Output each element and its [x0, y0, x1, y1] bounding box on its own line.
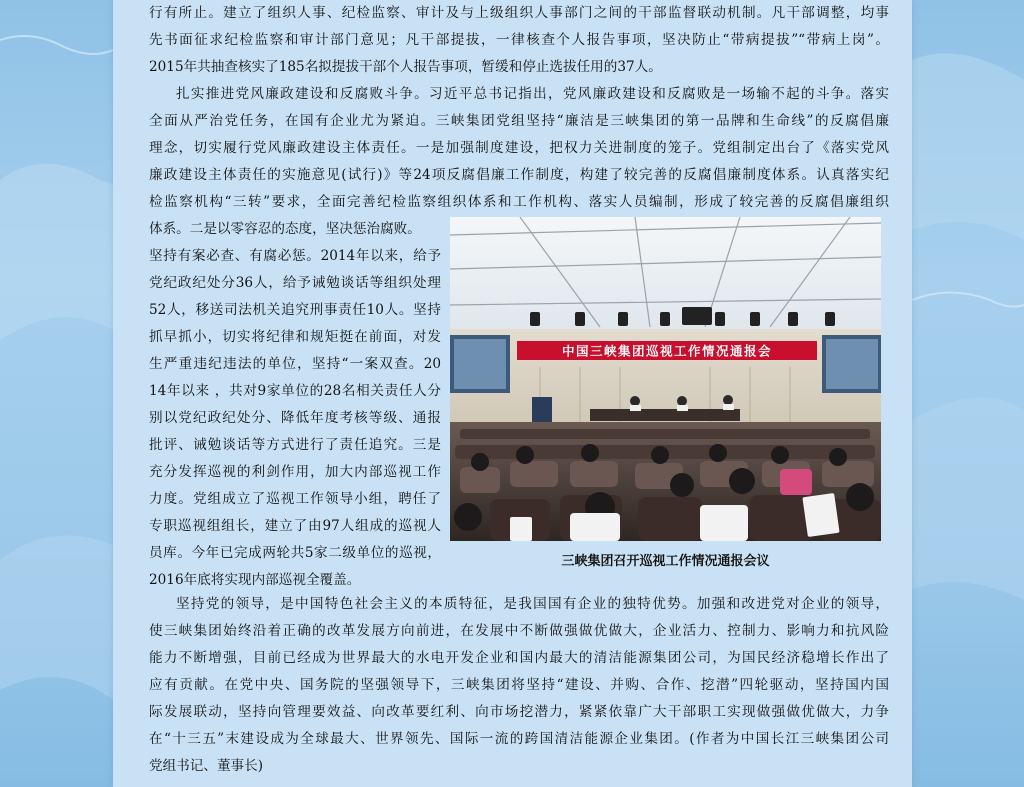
- text-line: 党组书记、董事长): [149, 758, 264, 774]
- text-line: 扎实推进党风廉政建设和反腐败斗争。习近平总书记指出，党风廉政建设和反腐败是一场输不起的斗争。落实: [176, 86, 889, 102]
- meeting-photo-illustration: [450, 217, 881, 541]
- text-line: 使三峡集团始终沿着正确的改革发展方向前进，在发展中不断做强做优做大，企业活力、控制力、影响力和抗风险: [149, 623, 889, 639]
- text-line: 员库。今年已完成两轮共5家二级单位的巡视，: [149, 545, 441, 561]
- text-line: 在“十三五”末建设成为全球最大、世界领先、国际一流的跨国清洁能源企业集团。(作者为中国长江三峡集团公司: [149, 731, 889, 747]
- text-line: 先书面征求纪检监察和审计部门意见；凡干部提拔，一律核查个人报告事项，坚决防止“带病提拔”“带病上岗”。: [149, 32, 889, 48]
- text-line: 坚持党的领导，是中国特色社会主义的本质特征，是我国国有企业的独特优势。加强和改进党对企业的领导，: [176, 596, 889, 612]
- text-line: 52人，移送司法机关追究刑事责任10人。坚持: [149, 302, 441, 318]
- text-line: 行有所止。建立了组织人事、纪检监察、审计及与上级组织人事部门之间的干部监督联动机制。凡干部调整，均事: [149, 5, 889, 21]
- article-bottom-block: [149, 591, 889, 780]
- article-page: [113, 0, 912, 787]
- text-line: 理念，切实履行党风廉政建设主体责任。一是加强制度建设，把权力关进制度的笼子。党组制定出台了《落实党风: [149, 140, 889, 156]
- text-line: 党纪政纪处分36人，给予诫勉谈话等组织处理: [149, 275, 441, 291]
- article-top-block: [149, 0, 889, 216]
- photo-banner-text: 中国三峡集团巡视工作情况通报会: [561, 343, 773, 359]
- photo-caption: 三峡集团召开巡视工作情况通报会议: [561, 554, 770, 569]
- text-line: 全面从严治党任务，在国有企业尤为紧迫。三峡集团党组坚持“廉洁是三峡集团的第一品牌和生命线”的反腐倡廉: [149, 113, 889, 129]
- text-line: 检监察机构“三转”要求，全面完善纪检监察组织体系和工作机构、落实人员编制，形成了较完善的反腐倡廉组织: [149, 194, 889, 210]
- text-line: 体系。二是以零容忍的态度，坚决惩治腐败。: [149, 221, 421, 237]
- text-line: 批评、诫勉谈话等方式进行了责任追究。三是: [149, 437, 441, 453]
- text-line: 生严重违纪违法的单位，坚持“一案双查。20: [149, 356, 441, 372]
- text-line: 2016年底将实现内部巡视全覆盖。: [149, 572, 361, 588]
- text-line: 坚持有案必查、有腐必惩。2014年以来，给予: [149, 248, 441, 264]
- text-line: 应有贡献。在党中央、国务院的坚强领导下，三峡集团将坚持“建设、并购、合作、挖潜”四轮驱动，坚持国内国: [149, 677, 889, 693]
- text-line: 14年以来 ，共对9家单位的28名相关责任人分: [149, 383, 441, 399]
- text-line: 抓早抓小，切实将纪律和规矩挺在前面，对发: [149, 329, 441, 345]
- text-line: 2015年共抽查核实了185名拟提拔干部个人报告事项，暂缓和停止选拔任用的37人。: [149, 59, 662, 75]
- text-line: 际发展联动，坚持向管理要效益、向改革要红利、向市场挖潜力，紧紧依靠广大干部职工实现做强做优做大，力争: [149, 704, 889, 720]
- text-line: 专职巡视组组长，建立了由97人组成的巡视人: [149, 518, 441, 534]
- text-line: 廉政建设主体责任的实施意见(试行)》等24项反腐倡廉工作制度，构建了较完善的反腐倡廉制度体系。认真落实纪: [149, 167, 889, 183]
- text-line: 能力不断增强，目前已经成为世界最大的水电开发企业和国内最大的清洁能源集团公司，为国民经济稳增长作出了: [149, 650, 889, 666]
- text-line: 别以党纪政纪处分、降低年度考核等级、通报: [149, 410, 441, 426]
- text-line: 力度。党组成立了巡视工作领导小组，聘任了: [149, 491, 441, 507]
- text-line: 充分发挥巡视的利剑作用，加大内部巡视工作: [149, 464, 441, 480]
- article-side-block: [149, 216, 441, 594]
- meeting-photo: [450, 217, 881, 541]
